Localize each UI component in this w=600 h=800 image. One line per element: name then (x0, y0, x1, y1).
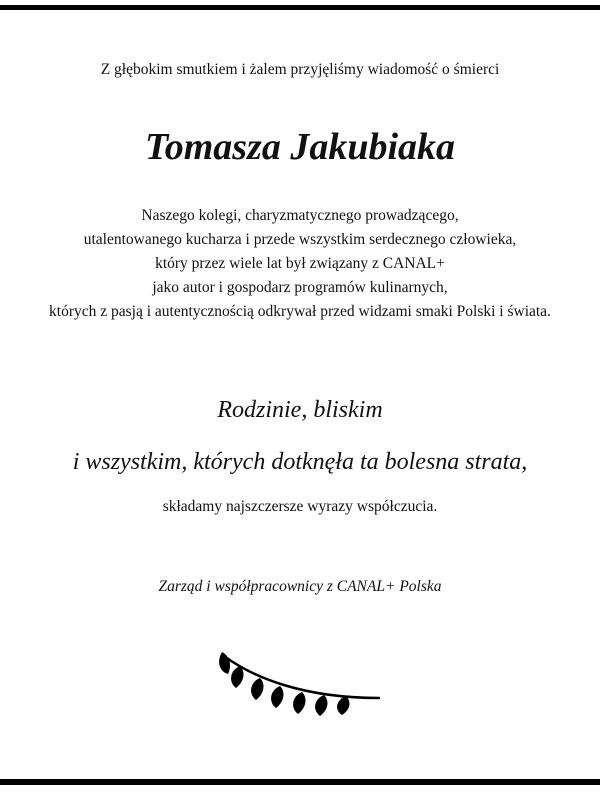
signature: Zarząd i współpracownicy z CANAL+ Polska (158, 578, 442, 595)
deceased-name: Tomasza Jakubiaka (144, 126, 456, 168)
top-border (0, 5, 600, 10)
condolence-heading: Rodzinie, bliskim (217, 397, 383, 423)
tribute-line: który przez wiele lat był związany z CANAL+ (155, 255, 445, 272)
condolence-subheading: i wszystkim, których dotknęła ta bolesna strata, (72, 449, 528, 475)
laurel-branch-icon (214, 648, 384, 718)
tribute-line: utalentowanego kucharza i przede wszystkim serdecznego człowieka, (83, 231, 517, 248)
intro-text: Z głębokim smutkiem i żalem przyjęliśmy wiadomość o śmierci (100, 61, 500, 78)
tribute-line: Naszego kolegi, charyzmatycznego prowadzącego, (141, 207, 459, 224)
tribute-line: jako autor i gospodarz programów kulinarnych, (152, 279, 448, 296)
condolence-text: składamy najszczersze wyrazy współczucia. (162, 498, 438, 515)
tribute-paragraph (0, 204, 600, 324)
bottom-border (0, 779, 600, 785)
tribute-line: których z pasją i autentycznością odkrywał przed widzami smaki Polski i świata. (49, 303, 551, 320)
